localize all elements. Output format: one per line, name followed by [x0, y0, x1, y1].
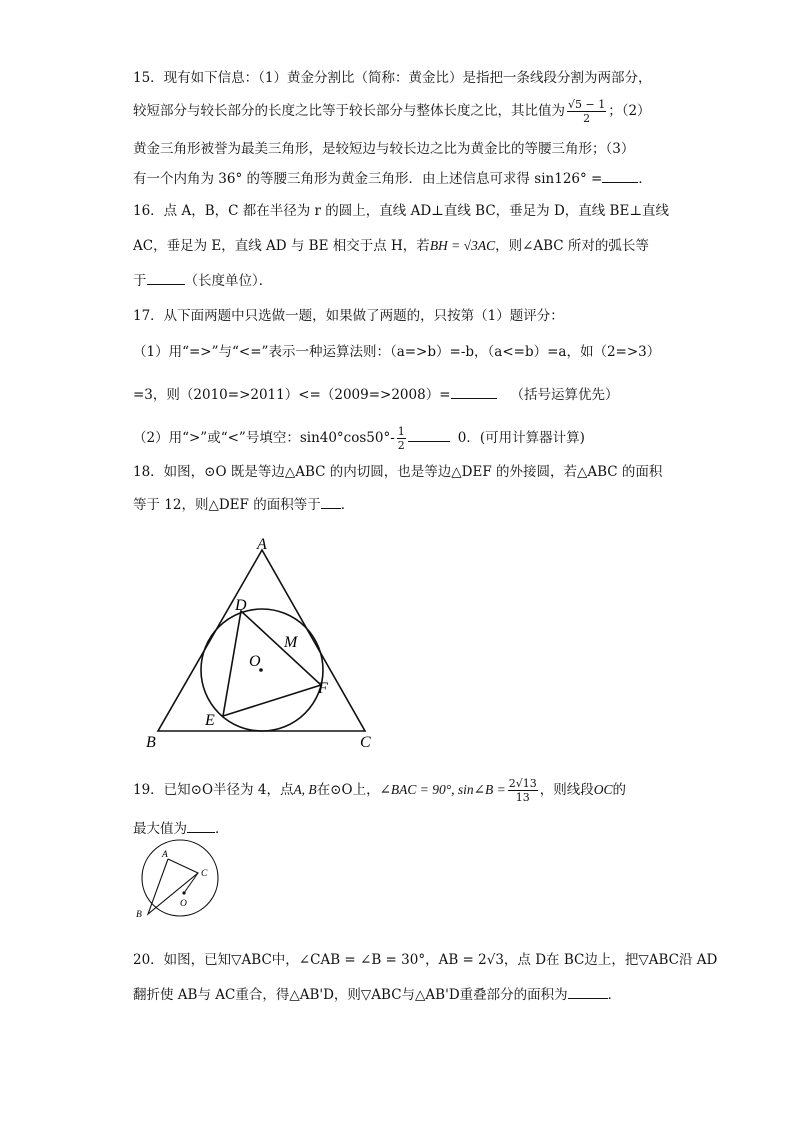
q20-line1: 20．如图，已知▽ABC中，∠CAB = ∠B = 30°，AB = 2√3，点 D在 BC边上，把▽ABC沿 AD [133, 952, 718, 968]
label-m: M [284, 634, 298, 651]
q19-points-math: A, B [293, 782, 317, 797]
q15-line4-text-a: 有一个内角为 36° 的等腰三角形为黄金三角形．由上述信息可求得 sin126° = [133, 171, 603, 187]
q16-line2-text-a: AC，垂足为 E，直线 AD 与 BE 相交于点 H，若 [133, 238, 430, 254]
q19-line1-text-b: 在⊙O上， [316, 782, 380, 798]
q19-label-c: C [201, 869, 208, 879]
label-o: O [249, 653, 261, 670]
q19-center-point [182, 891, 185, 894]
q17-line3-text-b: （括号运算优先） [510, 387, 619, 403]
q15-line1: 15．现有如下信息：（1）黄金分割比（简称：黄金比）是指把一条线段分割为两部分， [133, 70, 652, 86]
q19-line1-text-d: 的 [612, 782, 626, 798]
q15-fraction-denominator: 2 [583, 112, 591, 125]
q17-line2: （1）用“=>”与“<=”表示一种运算法则：（a=>b）=-b，（a<=b）=a，如（2=>3） [133, 344, 661, 360]
label-f: F [318, 680, 328, 697]
q17-line1: 17．从下面两题中只选做一题，如果做了两题的，只按第（1）题评分： [133, 308, 564, 324]
q19-line2 [133, 818, 229, 839]
q20-line2-text-a: 翻折使 AB与 AC重合，得△AB'D，则▽ABC与△AB'D重叠部分的面积为 [133, 987, 568, 1003]
q19-line1-text-a: 19．已知⊙O半径为 4，点 [133, 782, 294, 798]
q19-fraction-numerator: 2√13 [508, 777, 537, 790]
q19-line2-text-a: 最大值为 [133, 821, 187, 837]
q19-angle-math: ∠BAC = 90°, sin∠B = [379, 782, 506, 797]
q16-line1: 16．点 A，B，C 都在半径为 r 的圆上，直线 AD⊥直线 BC，垂足为 D，直线 BE⊥直线 [133, 203, 670, 219]
label-e: E [205, 712, 215, 729]
q17-fraction-denominator: 2 [397, 439, 405, 452]
q16-line3-text-a: 于 [133, 273, 147, 289]
q18-line1: 18．如图，⊙O 既是等边△ABC 的内切圆，也是等边△DEF 的外接圆，若△ABC 的面积 [133, 464, 663, 480]
q19-answer-blank[interactable] [187, 818, 215, 833]
q17-line4-text-b: 0．(可用计算器计算) [457, 430, 585, 446]
q15-line2-text-b: ；（2） [608, 103, 651, 119]
q16-condition-math: BH = √3AC [429, 238, 496, 253]
q20-line2 [133, 984, 621, 1005]
q19-segment-math: OC [593, 782, 613, 797]
label-c: C [360, 734, 371, 751]
q18-line2-text-b: ． [340, 497, 355, 513]
q19-line1 [133, 777, 626, 804]
q19-line2-text-b: ． [215, 821, 229, 837]
q16-line2-text-b: ，则∠ABC 所对的弧长等 [495, 238, 649, 254]
q19-label-b: B [136, 910, 142, 920]
q15-fraction-numerator: √5 − 1 [568, 98, 606, 111]
q17-line4-text-a: （2）用“>”或“<”号填空：sin40°cos50°- [133, 430, 395, 446]
label-a: A [257, 536, 267, 553]
q19-label-o: O [180, 899, 187, 909]
q19-fraction-denominator: 13 [515, 791, 530, 804]
q20-answer-blank[interactable] [568, 984, 608, 999]
label-b: B [146, 734, 156, 751]
q19-label-a: A [162, 850, 168, 860]
q19-line1-text-c: ，则线段 [539, 782, 594, 798]
q16-line3-text-b: （长度单位）． [184, 273, 273, 289]
q17-fraction-numerator: 1 [397, 425, 405, 438]
q15-line4-text-b: ． [638, 171, 652, 187]
q20-line2-text-b: ． [607, 987, 622, 1003]
label-d: D [235, 597, 247, 614]
q15-line3: 黄金三角形被誉为最美三角形，是较短边与较长边之比为黄金比的等腰三角形；（3） [133, 141, 635, 157]
q15-line2-text-a: 较短部分与较长部分的长度之比等于较长部分与整体长度之比，其比值为 [133, 103, 565, 119]
q19-fraction [508, 777, 538, 804]
q18-line2-text-a: 等于 12，则△DEF 的面积等于 [133, 497, 321, 513]
q19-triangle [148, 859, 198, 914]
q17-line3-text-a: =3，则（2010=>2011）<=（2009=>2008）= [133, 387, 451, 403]
